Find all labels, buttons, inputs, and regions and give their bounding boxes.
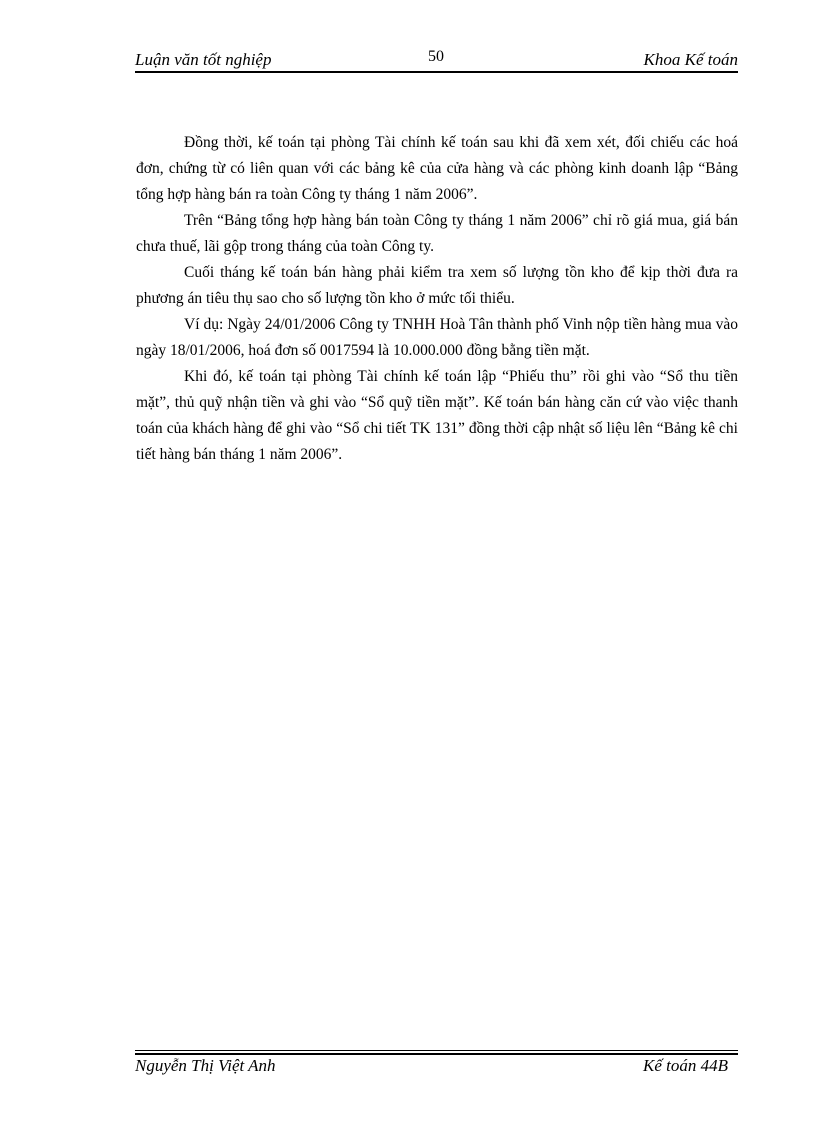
paragraph: Khi đó, kế toán tại phòng Tài chính kế toán lập “Phiếu thu” rồi ghi vào “Sổ thu tiền mặt”, thủ quỹ nhận tiền và ghi vào “Sổ quỹ tiền mặt”. Kế toán bán hàng căn cứ vào việc thanh toán của khách hàng để ghi vào “Sổ chi tiết TK 131” đồng thời cập nhật số liệu lên “Bảng kê chi tiết hàng bán tháng 1 năm 2006”. [136, 368, 738, 463]
footer-author: Nguyễn Thị Việt Anh [135, 1056, 276, 1075]
footer-class: Kế toán 44B [643, 1056, 728, 1075]
page-header [135, 48, 738, 70]
header-thesis-title: Luận văn tốt nghiệp [135, 50, 272, 69]
header-department: Khoa Kế toán [643, 50, 738, 69]
page-number: 50 [428, 48, 444, 65]
body-text [136, 130, 738, 468]
paragraph: Đồng thời, kế toán tại phòng Tài chính kế toán sau khi đã xem xét, đối chiếu các hoá đơn, chứng từ có liên quan với các bảng kê của cửa hàng và các phòng kinh doanh lập “Bảng tổng hợp hàng bán ra toàn Công ty tháng 1 năm 2006”. [136, 134, 738, 203]
paragraph: Ví dụ: Ngày 24/01/2006 Công ty TNHH Hoà Tân thành phố Vinh nộp tiền hàng mua vào ngày 18/01/2006, hoá đơn số 0017594 là 10.000.000 đồng bằng tiền mặt. [136, 316, 738, 359]
header-divider [135, 71, 738, 73]
paragraph: Trên “Bảng tổng hợp hàng bán toàn Công ty tháng 1 năm 2006” chỉ rõ giá mua, giá bán chưa thuế, lãi gộp trong tháng của toàn Công ty. [136, 212, 738, 255]
page-footer [135, 1056, 738, 1078]
footer-divider-thick [135, 1053, 738, 1055]
footer-divider-thin [135, 1050, 738, 1051]
paragraph: Cuối tháng kế toán bán hàng phải kiểm tra xem số lượng tồn kho để kịp thời đưa ra phương án tiêu thụ sao cho số lượng tồn kho ở mức tối thiểu. [136, 264, 738, 307]
